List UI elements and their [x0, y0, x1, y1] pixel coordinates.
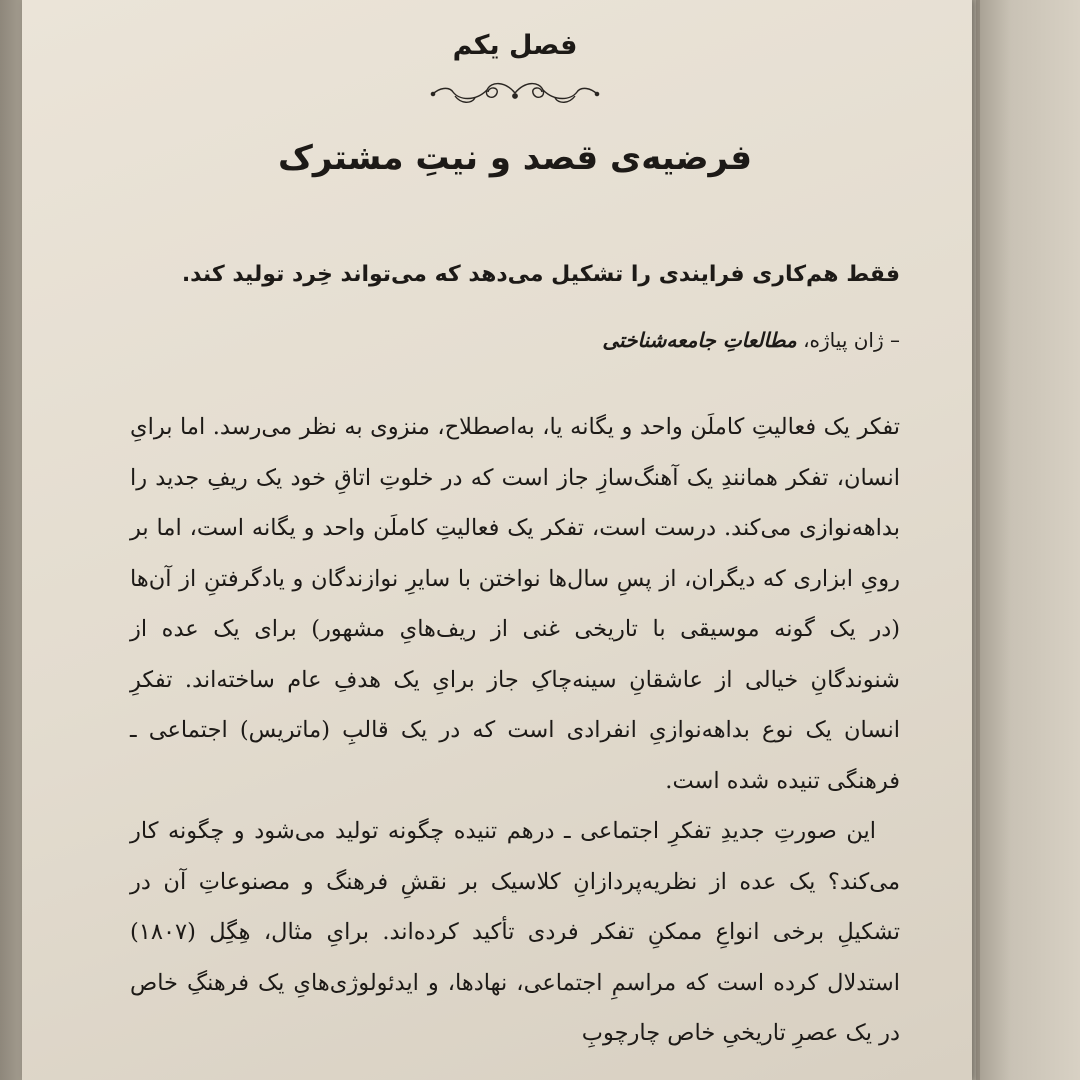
body-text: [130, 402, 900, 1059]
attribution-dash: –: [890, 328, 900, 352]
flourish-ornament-icon: [425, 78, 605, 108]
page-edge-line: [976, 0, 980, 1080]
body-paragraph-1: تفکر یک فعالیتِ کاملَن واحد و یگانه یا، به‌اصطلاح، منزوی به نظر می‌رسد. اما برایِ انسان، تفکر همانندِ یک آهنگ‌سازِ جاز است که در خلوتِ اتاقِ خود یک ریفِ جدید را بداهه‌نوازی می‌کند. درست است، تفکر یک فعالیتِ کاملَن واحد و یگانه است، اما بر رویِ ابزاری که دیگران، از پسِ سال‌ها نواختن با سایرِ نوازندگان و یادگرفتنِ از آن‌ها (در یک گونه موسیقی با تاریخی غنی از ریف‌هایِ مشهور) برای یک عده از شنوندگانِ خیالی از عاشقانِ سینه‌چاکِ جاز برایِ یک هدفِ عام ساخته‌اند. تفکرِ انسان یک نوع بداهه‌نوازیِ انفرادی است که در یک قالبِ (ماتریس) اجتماعی ـ فرهنگی تنیده شده است.: [130, 414, 900, 794]
chapter-label: فصل یکم: [452, 30, 578, 61]
chapter-title: فرضیه‌ی قصد و نیتِ مشترک: [278, 138, 752, 178]
body-paragraph-2: این صورتِ جدیدِ تفکرِ اجتماعی ـ درهم تنیده چگونه تولید می‌شود و چگونه کار می‌کند؟ یک عده از نظریه‌پردازانِ کلاسیک بر نقشِ فرهنگ و مصنوعاتِ آن در تشکیلِ برخی انواعِ ممکنِ تفکر فردی تأکید کرده‌اند. برایِ مثال، هِگِل (۱۸۰۷) استدلال کرده است که مراسمِ اجتماعی، نهادها، و ایدئولوژی‌هایِ یک فرهنگِ خاص در یک عصرِ تاریخیِ خاص چارچوبِ: [130, 818, 900, 1046]
next-page-edge: [965, 0, 1080, 1080]
attribution-author: ژان پیاژه،: [803, 328, 884, 352]
epigraph-attribution: [130, 325, 900, 355]
epigraph-quote: فقط هم‌کاری فرایندی را تشکیل می‌دهد که می‌تواند خِرد تولید کند.: [181, 262, 900, 287]
attribution-source: مطالعاتِ جامعه‌شناختی: [602, 328, 797, 352]
book-page: [22, 0, 972, 1080]
